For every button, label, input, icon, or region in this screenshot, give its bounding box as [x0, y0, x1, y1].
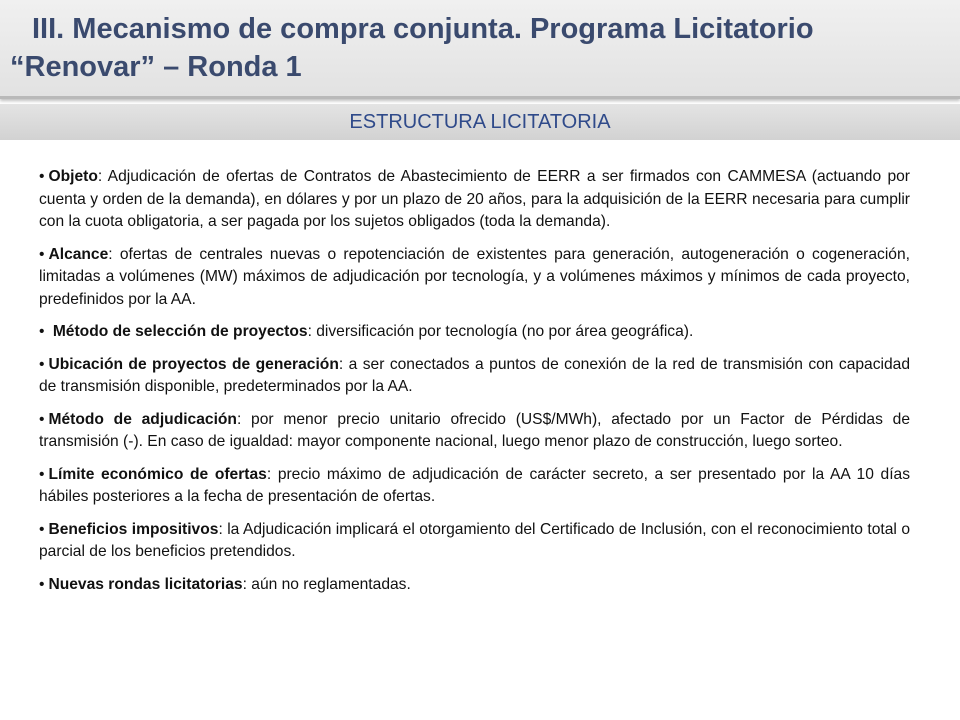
bullet-icon: • — [39, 465, 45, 483]
bullet-item — [39, 321, 910, 344]
bullet-item — [39, 354, 910, 399]
bullet-text: : a ser conectados a puntos de conexión de la red de transmisión con capacidad de transmisión disponible, predeterminados por la AA. — [39, 355, 910, 395]
slide-title-line2: “Renovar” – Ronda 1 — [10, 51, 302, 83]
bullet-item — [39, 574, 910, 597]
bullet-item — [39, 464, 910, 509]
title-band — [0, 0, 960, 99]
bullet-label: Ubicación de proyectos de generación — [48, 355, 339, 373]
bullet-icon: • — [39, 520, 45, 538]
bullet-item — [39, 409, 910, 454]
bullet-text: : aún no reglamentadas. — [242, 575, 411, 593]
bullet-list — [39, 166, 910, 606]
bullet-text: : Adjudicación de ofertas de Contratos de Abastecimiento de EERR a ser firmados con CAMMESA (actuando por cuenta y orden de la demanda), en dólares y por un plazo de 20 años, para la adquisición de la EERR necesaria para cumplir con la cuota obligatoria, a ser pagada por los sujetos obligados (toda la demanda). — [39, 168, 910, 230]
bullet-text: : la Adjudicación implicará el otorgamiento del Certificado de Inclusión, con el reconocimiento total o parcial de los beneficios pretendidos. — [39, 520, 910, 560]
bullet-icon: • — [39, 245, 45, 263]
slide-title — [10, 10, 940, 86]
bullet-label: Beneficios impositivos — [48, 520, 219, 538]
bullet-icon: • — [39, 355, 45, 373]
bullet-item — [39, 244, 910, 312]
bullet-icon: • — [39, 410, 45, 428]
bullet-icon: • — [39, 575, 45, 593]
section-subtitle: ESTRUCTURA LICITATORIA — [349, 111, 611, 133]
bullet-icon: • — [39, 323, 45, 340]
bullet-label: Objeto — [48, 168, 98, 185]
bullet-label: Límite económico de ofertas — [48, 465, 267, 483]
bullet-text: : diversificación por tecnología (no por área geográfica). — [307, 323, 694, 340]
bullet-icon: • — [39, 168, 45, 185]
bullet-text: : ofertas de centrales nuevas o repotenciación de existentes para generación, autogeneración o cogeneración, limitadas a volúmenes (MW) máximos de adjudicación por tecnología, y a volúmenes máximos y mínimos de cada proyecto, predefinidos por la AA. — [39, 245, 910, 308]
bullet-item — [39, 519, 910, 564]
bullet-item — [39, 166, 910, 234]
bullet-label: Método de selección de proyectos — [52, 323, 308, 340]
subtitle-band — [0, 104, 960, 140]
bullet-label: Alcance — [48, 245, 109, 263]
bullet-text: : por menor precio unitario ofrecido (US$/MWh), afectado por un Factor de Pérdidas de transmisión (-). En caso de igualdad: mayor componente nacional, luego menor plazo de construcción, luego sorteo. — [39, 410, 910, 450]
slide-title-line1: III. Mecanismo de compra conjunta. Programa Licitatorio — [32, 13, 814, 45]
bullet-text: : precio máximo de adjudicación de carácter secreto, a ser presentado por la AA 10 días hábiles posteriores a la fecha de presentación de ofertas. — [39, 465, 911, 505]
bullet-label: Nuevas rondas licitatorias — [48, 575, 243, 593]
bullet-label: Método de adjudicación — [48, 410, 237, 428]
